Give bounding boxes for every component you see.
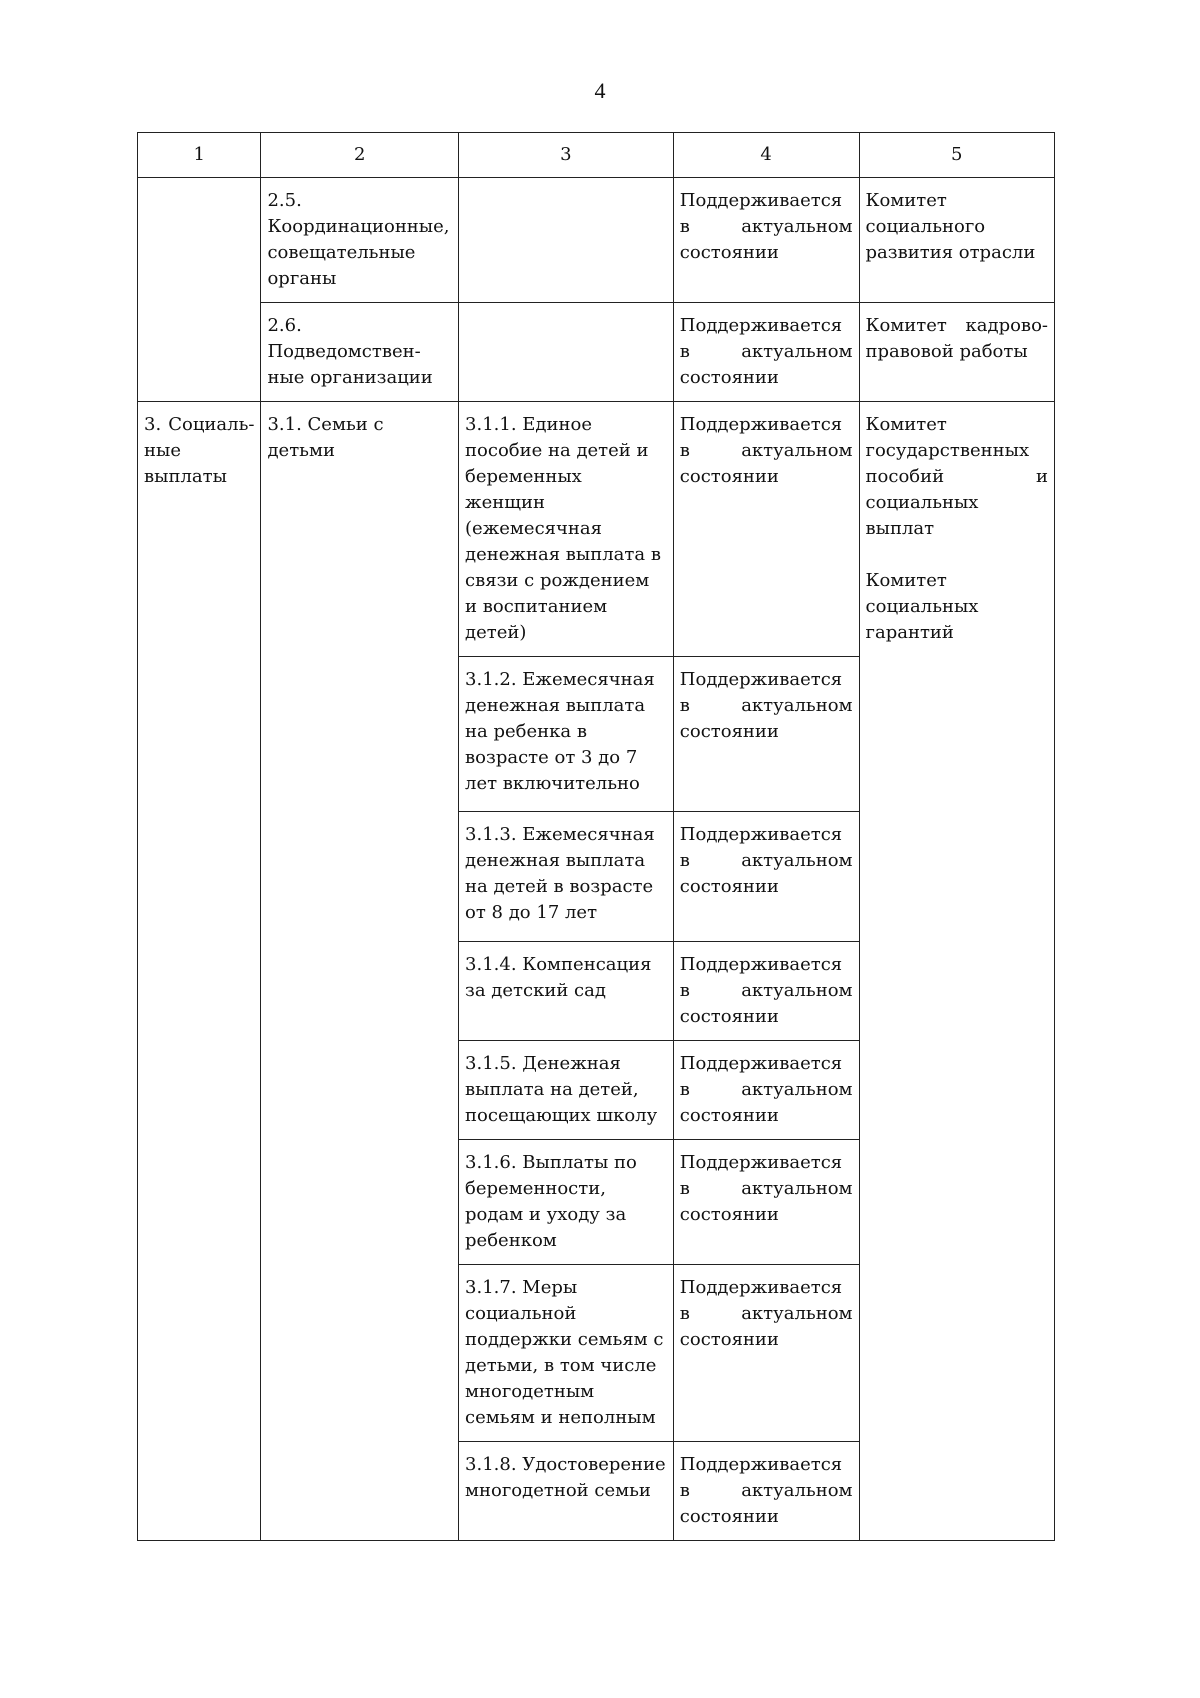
header-col-3: 3 bbox=[459, 133, 674, 178]
row-3-1-7-status: Поддерживается в актуальном состоянии bbox=[673, 1265, 859, 1442]
row-2-5-status: Поддерживается в актуальном состоянии bbox=[673, 178, 859, 303]
responsible-committee-b: Комитет социальных гарантий bbox=[865, 570, 979, 643]
row-2-6-col2: 2.6. Подведомствен-ные организации bbox=[261, 303, 459, 402]
row-3-1-2-status: Поддерживается в актуальном состоянии bbox=[673, 657, 859, 812]
section2-col1-cell bbox=[138, 178, 261, 402]
row-3-1-3-status: Поддерживается в актуальном состоянии bbox=[673, 812, 859, 942]
section3-subsection: 3.1. Семьи с детьми bbox=[261, 402, 459, 1541]
header-col-5: 5 bbox=[859, 133, 1054, 178]
row-3-1-1-col3: 3.1.1. Единое пособие на детей и беременных женщин (ежемесячная денежная выплата в связи с рождением и воспитанием детей) bbox=[459, 402, 674, 657]
row-3-1-4-col3: 3.1.4. Компенсация за детский сад bbox=[459, 942, 674, 1041]
row-2-5-responsible: Комитет социального развития отрасли bbox=[859, 178, 1054, 303]
row-2-5-col3 bbox=[459, 178, 674, 303]
row-3-1-6-status: Поддерживается в актуальном состоянии bbox=[673, 1140, 859, 1265]
row-3-1-7-col3: 3.1.7. Меры социальной поддержки семьям с детьми, в том числе многодетным семьям и неполным bbox=[459, 1265, 674, 1442]
section3-title: 3. Социаль-ные выплаты bbox=[138, 402, 261, 1541]
table-row bbox=[138, 178, 1055, 303]
header-col-1: 1 bbox=[138, 133, 261, 178]
registry-table bbox=[137, 132, 1055, 1541]
row-2-6-status: Поддерживается в актуальном состоянии bbox=[673, 303, 859, 402]
row-3-1-4-status: Поддерживается в актуальном состоянии bbox=[673, 942, 859, 1041]
table-row bbox=[138, 303, 1055, 402]
row-2-6-col3 bbox=[459, 303, 674, 402]
table-body bbox=[138, 178, 1055, 1541]
table-header bbox=[138, 133, 1055, 178]
row-3-1-1-status: Поддерживается в актуальном состоянии bbox=[673, 402, 859, 657]
row-3-1-8-status: Поддерживается в актуальном состоянии bbox=[673, 1442, 859, 1541]
page-number: 4 bbox=[594, 78, 606, 103]
row-3-1-2-col3: 3.1.2. Ежемесячная денежная выплата на ребенка в возрасте от 3 до 7 лет включительно bbox=[459, 657, 674, 812]
row-2-6-responsible: Комитет кадрово-правовой работы bbox=[859, 303, 1054, 402]
row-3-1-6-col3: 3.1.6. Выплаты по беременности, родам и уходу за ребенком bbox=[459, 1140, 674, 1265]
section3-responsible bbox=[859, 402, 1054, 1541]
table-row bbox=[138, 402, 1055, 657]
row-3-1-5-col3: 3.1.5. Денежная выплата на детей, посещающих школу bbox=[459, 1041, 674, 1140]
row-3-1-5-status: Поддерживается в актуальном состоянии bbox=[673, 1041, 859, 1140]
header-row bbox=[138, 133, 1055, 178]
row-2-5-col2: 2.5. Координационные, совещательные органы bbox=[261, 178, 459, 303]
row-3-1-8-col3: 3.1.8. Удостоверение многодетной семьи bbox=[459, 1442, 674, 1541]
header-col-4: 4 bbox=[673, 133, 859, 178]
row-3-1-3-col3: 3.1.3. Ежемесячная денежная выплата на детей в возрасте от 8 до 17 лет bbox=[459, 812, 674, 942]
header-col-2: 2 bbox=[261, 133, 459, 178]
responsible-committee-a: Комитет государственных пособий и социальных выплат bbox=[865, 414, 1048, 539]
